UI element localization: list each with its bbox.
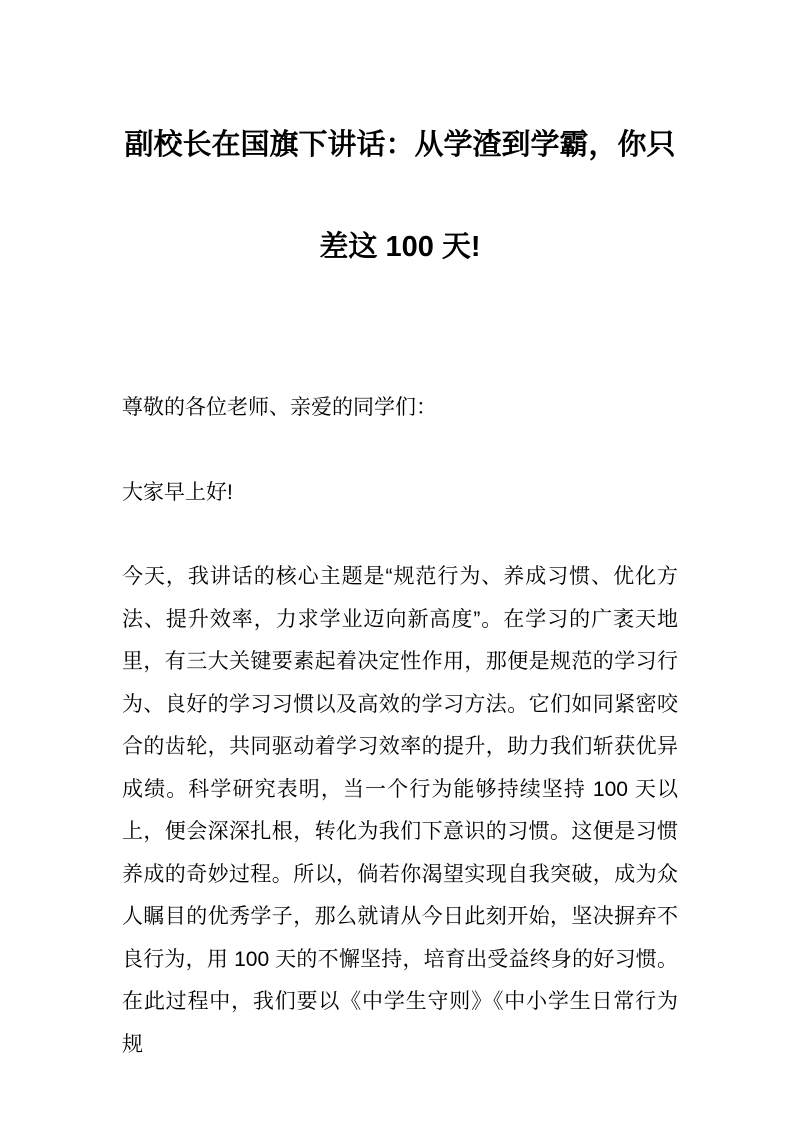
greeting-paragraph: 大家早上好! <box>122 480 233 504</box>
document-title-line-2: 差这 100 天! <box>319 231 481 263</box>
document-title-line-1: 副校长在国旗下讲话：从学渣到学霸，你只 <box>124 129 676 161</box>
salutation-paragraph: 尊敬的各位老师、亲爱的同学们： <box>122 396 437 419</box>
document-title <box>122 94 678 298</box>
document-content <box>122 0 678 1108</box>
body-paragraph: 今天，我讲话的核心主题是“规范行为、养成习惯、优化方法、提升效率，力求学业迈向新高度”。在学习的广袤天地里，有三大关键要素起着决定性作用，那便是规范的学习行为、良好的学习习惯以及高效的学习方法。它们如同紧密咬合的齿轮，共同驱动着学习效率的提升，助力我们斩获优异成绩。科学研究表明，当一个行为能够持续坚持 100 天以上，便会深深扎根，转化为我们下意识的习惯。这便是习惯养成的奇妙过程。所以，倘若你渴望实现自我突破，成为众人瞩目的优秀学子，那么就请从今日此刻开始，坚决摒弃不良行为，用 100 天的不懈坚持，培育出受益终身的好习惯。在此过程中，我们要以《中学生守则》《中小学生日常行为规 <box>122 565 678 1056</box>
